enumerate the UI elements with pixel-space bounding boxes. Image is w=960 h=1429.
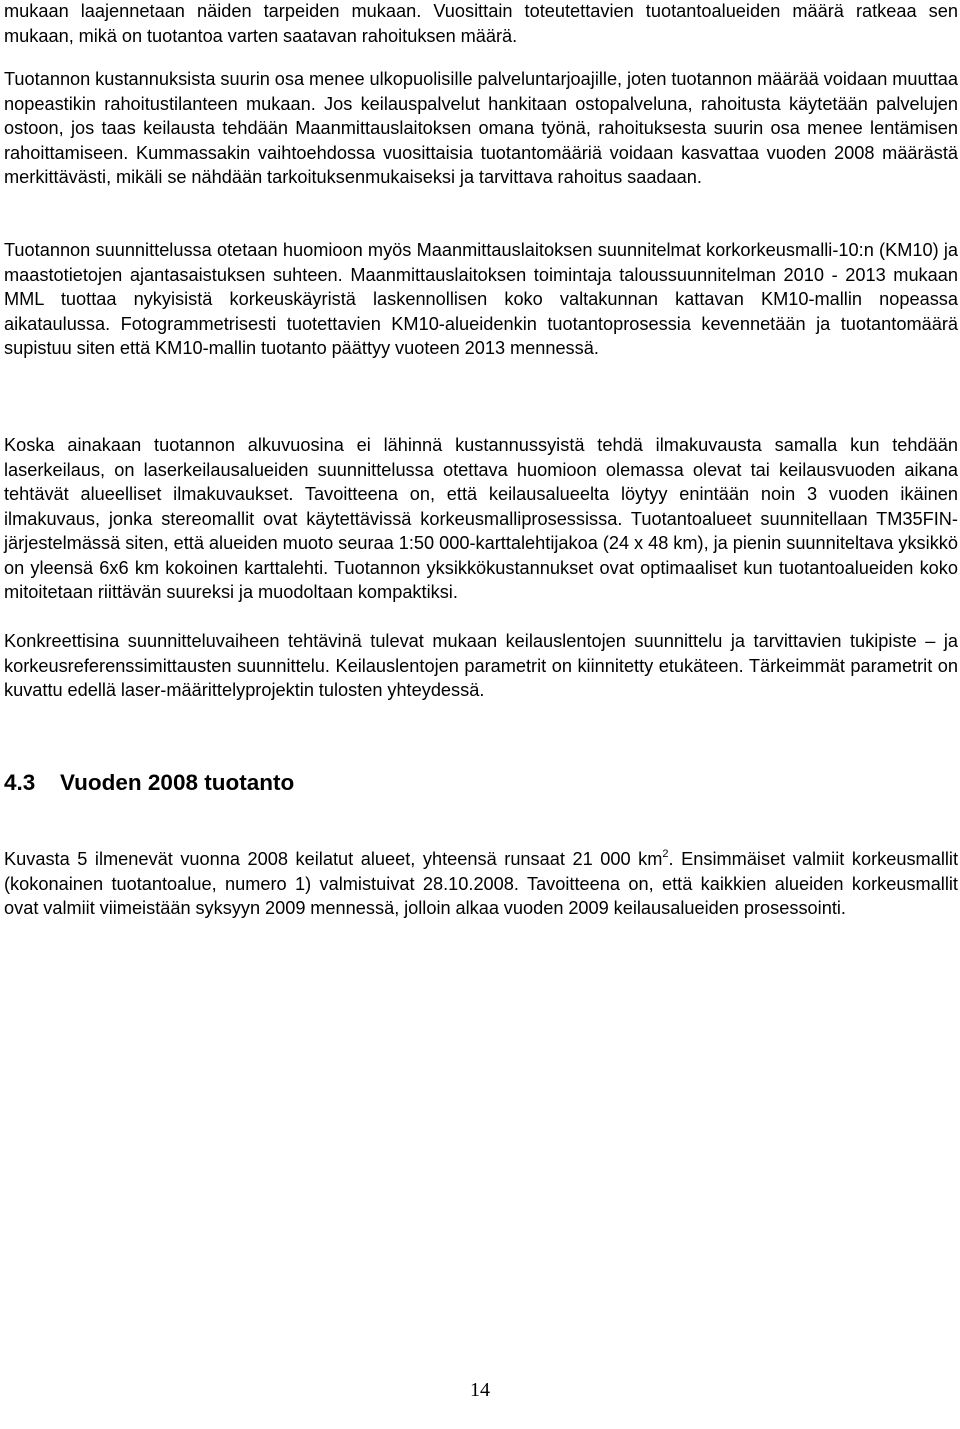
paragraph-aerial-photography: Koska ainakaan tuotannon alkuvuosina ei lähinnä kustannussyistä tehdä ilmakuvausta samalla kun tehdään laserkeilaus, on laserkeilausalueiden suunnittelussa otettava huomioon olemassa olevat tai keilausvuoden aikana tehtävät alueelliset ilmakuvaukset. Tavoitteena on, että keilausalueelta löytyy enintään noin 3 vuoden ikäinen ilmakuvaus, jonka stereomallit ovat käytettävissä korkeusmalliprosessissa. Tuotantoalueet suunnitellaan TM35FIN-järjestelmässä siten, että alueiden muoto seuraa 1:50 000-karttalehtijakoa (24 x 48 km), ja pienin suunniteltava yksikkö on yleensä 6x6 km kokoinen karttalehti. Tuotannon yksikkökustannukset ovat optimaaliset kun tuotantoalueiden koko mitoitetaan riittävän suureksi ja muodoltaan kompaktiksi. xyxy=(4,435,958,602)
paragraph-2008-text-end: . Ensimmäiset valmiit korkeusmallit (kokonainen tuotantoalue, numero 1) valmistuivat 28.10.2008. Tavoitteena on, että kaikkien alueiden korkeusmallit ovat valmiit viimeistään syksyyn 2009 mennessä, jolloin alkaa vuoden 2009 keilausalueiden prosessointi. xyxy=(4,849,958,918)
paragraph-planning-tasks: Konkreettisina suunnitteluvaiheen tehtävinä tulevat mukaan keilauslentojen suunnittelu ja tarvittavien tukipiste – ja korkeusreferenssimittausten suunnittelu. Keilauslentojen parametrit on kiinnitetty etukäteen. Tärkeimmät parametrit on kuvattu edellä laser-määrittelyprojektin tulosten yhteydessä. xyxy=(4,631,958,700)
paragraph-production-costs: Tuotannon kustannuksista suurin osa menee ulkopuolisille palveluntarjoajille, joten tuotannon määrää voidaan muuttaa nopeastikin rahoitustilanteen mukaan. Jos keilauspalvelut hankitaan ostopalveluna, rahoitusta käytetään palvelujen ostoon, jos taas keilausta tehdään Maanmittauslaitoksen omana työnä, rahoituksesta suurin osa menee lentämisen rahoittamiseen. Kummassakin vaihtoehdossa vuosittaisia tuotantomääriä voidaan kasvattaa vuoden 2008 määrästä merkittävästi, mikäli se nähdään tarkoituksenmukaiseksi ja tarvittava rahoitus saadaan. xyxy=(4,69,958,187)
section-title: Vuoden 2008 tuotanto xyxy=(60,770,295,795)
paragraph-production-planning: Tuotannon suunnittelussa otetaan huomioon myös Maanmittauslaitoksen suunnitelmat korkorkeusmalli-10:n (KM10) ja maastotietojen ajantasaistuksen suhteen. Maanmittauslaitoksen toimintaja taloussuunnitelman 2010 - 2013 mukaan MML tuottaa nykyisistä korkeuskäyristä laskennollisen koko valtakunnan kattavan KM10-mallin nopeassa aikataulussa. Fotogrammetrisesti tuotettavien KM10-alueidenkin tuotantoprosessia kevennetään ja tuotantomäärä supistuu siten että KM10-mallin tuotanto päättyy vuoteen 2013 mennessä. xyxy=(4,240,958,358)
paragraph-2008-text-start: Kuvasta 5 ilmenevät vuonna 2008 keilatut alueet, yhteensä runsaat 21 000 km xyxy=(4,849,663,869)
paragraph-2008-production xyxy=(4,847,958,921)
section-heading xyxy=(4,768,294,798)
superscript-squared: 2 xyxy=(662,848,669,860)
paragraph-funding-scope: mukaan laajennetaan näiden tarpeiden mukaan. Vuosittain toteutettavien tuotantoalueiden määrä ratkeaa sen mukaan, mikä on tuotantoa varten saatavan rahoituksen määrä. xyxy=(4,1,958,46)
section-number: 4.3 xyxy=(4,770,36,795)
page-number: 14 xyxy=(470,1379,490,1401)
